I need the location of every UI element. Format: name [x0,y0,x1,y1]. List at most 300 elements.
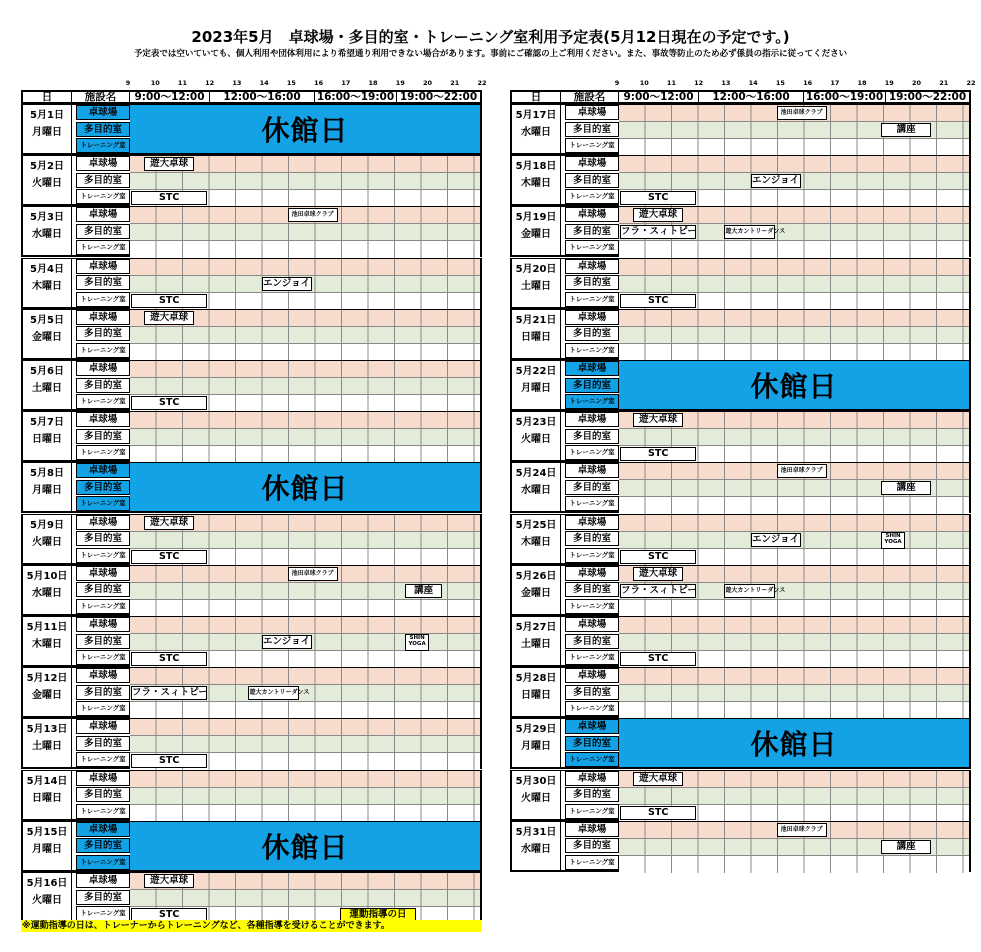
day-block [21,821,482,872]
facility-table-tennis: 卓球場 [76,310,130,325]
hour-tick: 22 [966,79,976,87]
booking[interactable]: 池田卓球クラブ [777,464,827,478]
facility-training: トレーニング室 [76,240,130,255]
facility-column [76,668,130,716]
day-weekday: 木曜日 [521,178,551,190]
facility-multipurpose: 多目的室 [76,224,130,239]
day-block [510,462,971,513]
facility-table-tennis: 卓球場 [565,719,619,734]
booking[interactable]: STC [131,908,207,922]
day-date: 5月22日 [515,366,557,377]
facility-training: トレーニング室 [76,599,130,614]
time-row-training[interactable] [619,702,969,719]
facility-column [565,412,619,460]
day-weekday: 月曜日 [32,485,62,497]
time-grid [619,105,969,153]
day-weekday: 月曜日 [521,741,551,753]
facility-column [565,207,619,255]
facility-multipurpose: 多目的室 [76,838,130,853]
closed-banner: 休館日 [619,361,969,409]
time-row-training[interactable] [619,497,969,514]
booking[interactable]: 講座 [881,123,931,137]
booking[interactable]: 遊大卓球 [633,208,683,222]
booking[interactable]: SHIN YOGA [881,532,905,549]
day-block [21,462,482,513]
booking[interactable]: STC [620,447,696,461]
facility-column [565,771,619,819]
day-date: 5月12日 [26,673,68,685]
booking[interactable]: STC [131,294,207,308]
facility-training: トレーニング室 [565,855,619,870]
time-row-table-tennis[interactable] [130,617,480,634]
day-block [510,258,971,309]
day-label [23,105,72,153]
facility-multipurpose: 多目的室 [76,173,130,188]
day-label [23,668,72,716]
time-grid [130,412,480,460]
hour-tick: 18 [368,79,378,87]
time-grid [619,412,969,460]
day-date: 5月8日 [30,468,64,480]
hour-tick: 9 [614,79,620,87]
day-block [510,155,971,206]
facility-multipurpose: 多目的室 [565,122,619,137]
facility-column [76,463,130,511]
day-date: 5月20日 [515,263,557,275]
day-block [510,411,971,462]
time-row-training[interactable] [130,805,480,822]
time-row-table-tennis[interactable] [130,668,480,685]
facility-table-tennis: 卓球場 [565,310,619,325]
facility-table-tennis: 卓球場 [565,617,619,632]
booking[interactable]: 遊大カントリーダンス [724,225,774,239]
time-row-multipurpose[interactable] [130,224,480,241]
time-row-table-tennis[interactable] [619,515,969,532]
booking[interactable]: STC [620,652,696,666]
day-weekday: 火曜日 [32,895,62,906]
booking[interactable]: 遊大卓球 [144,516,194,530]
facility-training: トレーニング室 [76,650,130,665]
booking[interactable]: 池田卓球クラブ [288,567,338,581]
time-grid [619,822,969,870]
day-date: 5月25日 [515,519,557,531]
hour-tick: 14 [259,79,269,87]
facility-multipurpose: 多目的室 [76,685,130,700]
hour-tick: 11 [666,79,676,87]
facility-multipurpose: 多目的室 [76,275,130,290]
booking[interactable]: STC [620,294,696,308]
day-label [512,668,561,716]
day-weekday: 水曜日 [32,587,62,599]
time-row-training[interactable] [130,600,480,617]
time-row-multipurpose[interactable] [130,429,480,446]
facility-column [565,361,619,409]
day-date: 5月11日 [26,622,68,633]
facility-column [565,719,619,767]
day-date: 5月18日 [515,161,557,173]
day-label [512,617,561,665]
booking[interactable]: エンジョイ [752,175,800,187]
day-block [21,206,482,257]
booking[interactable]: 遊大卓球 [633,567,683,581]
booking[interactable]: 講座 [881,840,931,854]
facility-table-tennis: 卓球場 [565,463,619,478]
day-date: 5月16日 [26,878,68,889]
hour-tick: 19 [884,79,894,87]
time-grid [130,566,480,614]
time-row-training[interactable] [619,344,969,361]
time-grid [130,259,480,307]
hour-tick: 20 [423,79,433,87]
time-row-multipurpose[interactable] [130,532,480,549]
time-row-multipurpose[interactable] [619,276,969,293]
time-grid [130,156,480,204]
facility-column [565,105,619,153]
facility-table-tennis: 卓球場 [76,259,130,274]
facility-training: トレーニング室 [565,189,619,204]
day-weekday: 火曜日 [521,792,551,804]
hour-tick: 22 [477,79,487,87]
facility-column [565,310,619,358]
facility-multipurpose: 多目的室 [76,378,130,393]
header-slot-afternoon: 12:00～16:00 [210,92,315,102]
header-slot-morning: 9:00～12:00 [619,92,699,102]
facility-column [76,412,130,460]
booking[interactable]: 講座 [881,481,931,495]
time-row-table-tennis[interactable] [130,719,480,736]
day-weekday: 日曜日 [32,792,62,804]
booking[interactable]: フラ・スィトピー [621,584,697,596]
day-block [510,514,971,565]
facility-column [76,566,130,614]
time-row-training[interactable] [130,702,480,719]
facility-training: トレーニング室 [76,445,130,460]
hour-tick: 18 [857,79,867,87]
header-facility: 施設名 [561,92,619,102]
table-header [510,90,971,104]
facility-table-tennis: 卓球場 [565,566,619,581]
day-label [23,361,72,409]
booking[interactable]: 遊大卓球 [144,157,194,171]
day-label [23,259,72,307]
day-block [21,770,482,821]
facility-training: トレーニング室 [565,599,619,614]
facility-training: トレーニング室 [565,496,619,511]
day-block [510,206,971,257]
day-label [512,771,561,819]
booking[interactable]: 遊大卓球 [633,413,683,427]
booking[interactable]: STC [620,806,696,820]
day-weekday: 水曜日 [521,843,551,855]
facility-column [76,822,130,870]
hour-tick: 9 [125,79,131,87]
day-label [23,310,72,358]
day-date: 5月10日 [26,570,68,582]
day-weekday: 水曜日 [521,127,551,138]
facility-multipurpose: 多目的室 [565,429,619,444]
page-title: 2023年5月 卓球場・多目的室・トレーニング室利用予定表(5月12日現在の予定です。) [191,28,790,46]
day-block [510,565,971,616]
facility-table-tennis: 卓球場 [76,566,130,581]
hour-tick: 12 [694,79,704,87]
booking[interactable]: 遊大カントリーダンス [248,686,298,700]
time-grid [619,310,969,358]
booking[interactable]: STC [620,191,696,205]
facility-multipurpose: 多目的室 [76,736,130,751]
time-row-training[interactable] [130,344,480,361]
day-weekday: 水曜日 [521,485,551,497]
day-weekday: 月曜日 [32,127,62,138]
day-block [21,616,482,667]
booking[interactable]: STC [131,652,207,666]
day-weekday: 日曜日 [32,434,62,446]
booking[interactable]: 講座 [405,584,442,598]
facility-multipurpose: 多目的室 [565,224,619,239]
booking[interactable]: 遊大卓球 [633,772,683,786]
booking[interactable]: エンジョイ [752,533,800,545]
time-row-table-tennis[interactable] [619,617,969,634]
time-row-multipurpose[interactable] [619,327,969,344]
facility-column [76,310,130,358]
facility-multipurpose: 多目的室 [565,326,619,341]
day-date: 5月28日 [515,673,557,685]
time-row-training[interactable] [130,446,480,463]
facility-training: トレーニング室 [76,138,130,153]
facility-table-tennis: 卓球場 [565,105,619,120]
facility-training: トレーニング室 [565,445,619,460]
facility-multipurpose: 多目的室 [565,378,619,393]
header-day: 日 [23,92,72,102]
time-row-multipurpose[interactable] [619,788,969,805]
facility-multipurpose: 多目的室 [565,531,619,546]
time-grid [130,668,480,716]
facility-multipurpose: 多目的室 [76,582,130,597]
time-grid [619,771,969,819]
time-row-table-tennis[interactable] [130,771,480,788]
facility-training: トレーニング室 [565,701,619,716]
day-date: 5月13日 [26,724,68,736]
hour-tick: 12 [205,79,215,87]
day-label [23,515,72,563]
time-grid [619,259,969,307]
facility-training: トレーニング室 [76,496,130,511]
facility-column [76,259,130,307]
time-grid [619,668,969,716]
hour-tick: 20 [912,79,922,87]
day-label [23,719,72,767]
day-weekday: 金曜日 [521,587,551,599]
day-label [23,873,72,921]
booking[interactable]: STC [131,191,207,205]
day-weekday: 火曜日 [32,536,62,548]
facility-training: トレーニング室 [565,292,619,307]
day-date: 5月5日 [30,314,64,326]
time-row-multipurpose[interactable] [619,634,969,651]
facility-column [565,617,619,665]
time-grid [130,771,480,819]
booking[interactable]: フラ・スィトピー [621,226,697,238]
day-label [512,156,561,204]
facility-table-tennis: 卓球場 [76,771,130,786]
header-slot-evening: 16:00～19:00 [804,92,886,102]
time-row-training[interactable] [130,241,480,258]
facility-multipurpose: 多目的室 [565,838,619,853]
facility-table-tennis: 卓球場 [565,259,619,274]
time-row-table-tennis[interactable] [130,361,480,378]
time-row-table-tennis[interactable] [130,412,480,429]
hour-tick: 13 [721,79,731,87]
time-grid [619,463,969,511]
booking[interactable]: エンジョイ [263,636,311,647]
day-weekday: 月曜日 [521,383,551,394]
header-slot-morning: 9:00～12:00 [130,92,210,102]
time-row-training[interactable] [619,241,969,258]
day-date: 5月6日 [30,366,64,377]
booking[interactable]: STC [131,396,207,410]
hour-tick: 13 [232,79,242,87]
day-weekday: 金曜日 [32,331,62,343]
time-row-training[interactable] [619,139,969,156]
day-label [23,463,72,511]
hour-scale [125,79,487,89]
facility-multipurpose: 多目的室 [565,736,619,751]
day-label [512,310,561,358]
day-label [23,156,72,204]
day-date: 5月27日 [515,622,557,633]
day-label [512,105,561,153]
day-weekday: 土曜日 [32,383,62,394]
booking[interactable]: 運動指導の日 [340,908,416,922]
booking[interactable]: 池田卓球クラブ [777,106,827,120]
booking[interactable]: フラ・スィトピー [132,687,208,699]
facility-multipurpose: 多目的室 [565,480,619,495]
day-date: 5月3日 [30,212,64,224]
day-date: 5月24日 [515,468,557,480]
day-block [510,718,971,769]
time-row-multipurpose[interactable] [130,736,480,753]
day-block [21,104,482,155]
time-row-table-tennis[interactable] [619,259,969,276]
facility-table-tennis: 卓球場 [565,668,619,683]
day-date: 5月30日 [515,775,557,787]
hour-tick: 17 [341,79,351,87]
booking[interactable]: 池田卓球クラブ [777,823,827,837]
day-block [21,667,482,718]
time-row-multipurpose[interactable] [130,788,480,805]
time-grid [619,207,969,255]
facility-table-tennis: 卓球場 [76,515,130,530]
facility-multipurpose: 多目的室 [565,582,619,597]
day-date: 5月1日 [30,110,64,121]
time-row-multipurpose[interactable] [130,173,480,190]
time-row-multipurpose[interactable] [130,890,480,907]
day-date: 5月29日 [515,724,557,736]
day-weekday: 日曜日 [521,690,551,702]
header-slot-night: 19:00～22:00 [888,91,967,103]
booking[interactable]: 遊大カントリーダンス [724,584,774,598]
time-row-multipurpose[interactable] [619,685,969,702]
booking[interactable]: 池田卓球クラブ [288,208,338,222]
day-weekday: 金曜日 [32,690,62,702]
time-row-table-tennis[interactable] [619,668,969,685]
time-row-table-tennis[interactable] [619,156,969,173]
day-block [21,514,482,565]
time-row-training[interactable] [619,856,969,873]
booking[interactable]: STC [131,754,207,768]
day-date: 5月17日 [515,110,557,121]
facility-table-tennis: 卓球場 [76,873,130,888]
facility-training: トレーニング室 [76,394,130,409]
booking[interactable]: STC [620,550,696,564]
booking[interactable]: 遊大卓球 [144,874,194,888]
header-facility: 施設名 [72,92,130,102]
hour-tick: 11 [177,79,187,87]
day-date: 5月19日 [515,212,557,224]
facility-multipurpose: 多目的室 [565,634,619,649]
facility-table-tennis: 卓球場 [76,719,130,734]
day-block [510,821,971,872]
time-grid [130,361,480,409]
facility-training: トレーニング室 [565,394,619,409]
day-block [510,616,971,667]
day-block [510,104,971,155]
time-row-multipurpose[interactable] [130,378,480,395]
facility-table-tennis: 卓球場 [565,207,619,222]
day-date: 5月7日 [30,417,64,429]
day-weekday: 火曜日 [32,178,62,190]
facility-multipurpose: 多目的室 [565,275,619,290]
time-row-multipurpose[interactable] [619,429,969,446]
time-row-table-tennis[interactable] [130,259,480,276]
time-row-table-tennis[interactable] [619,310,969,327]
booking[interactable]: SHIN YOGA [405,634,429,651]
facility-table-tennis: 卓球場 [76,668,130,683]
day-weekday: 水曜日 [32,229,62,241]
day-label [512,361,561,409]
day-date: 5月21日 [515,314,557,326]
day-label [23,771,72,819]
facility-table-tennis: 卓球場 [565,515,619,530]
booking[interactable]: 遊大卓球 [144,311,194,325]
day-label [23,617,72,665]
time-row-multipurpose[interactable] [130,327,480,344]
day-weekday: 木曜日 [521,536,551,548]
closed-banner: 休館日 [130,463,480,511]
day-label [23,566,72,614]
facility-training: トレーニング室 [565,804,619,819]
hour-tick: 17 [830,79,840,87]
hour-tick: 21 [450,79,460,87]
day-label [512,259,561,307]
day-date: 5月26日 [515,570,557,582]
day-date: 5月2日 [30,161,64,173]
facility-multipurpose: 多目的室 [76,890,130,905]
day-date: 5月31日 [515,826,557,838]
booking[interactable]: STC [131,550,207,564]
facility-column [565,822,619,870]
booking[interactable]: エンジョイ [263,277,311,289]
day-block [21,565,482,616]
facility-training: トレーニング室 [565,343,619,358]
day-block [21,155,482,206]
hour-tick: 16 [803,79,813,87]
time-row-training[interactable] [619,600,969,617]
hour-tick: 10 [639,79,649,87]
day-label [23,822,72,870]
time-grid [130,719,480,767]
hour-tick: 21 [939,79,949,87]
header-slot-evening: 16:00～19:00 [315,92,397,102]
